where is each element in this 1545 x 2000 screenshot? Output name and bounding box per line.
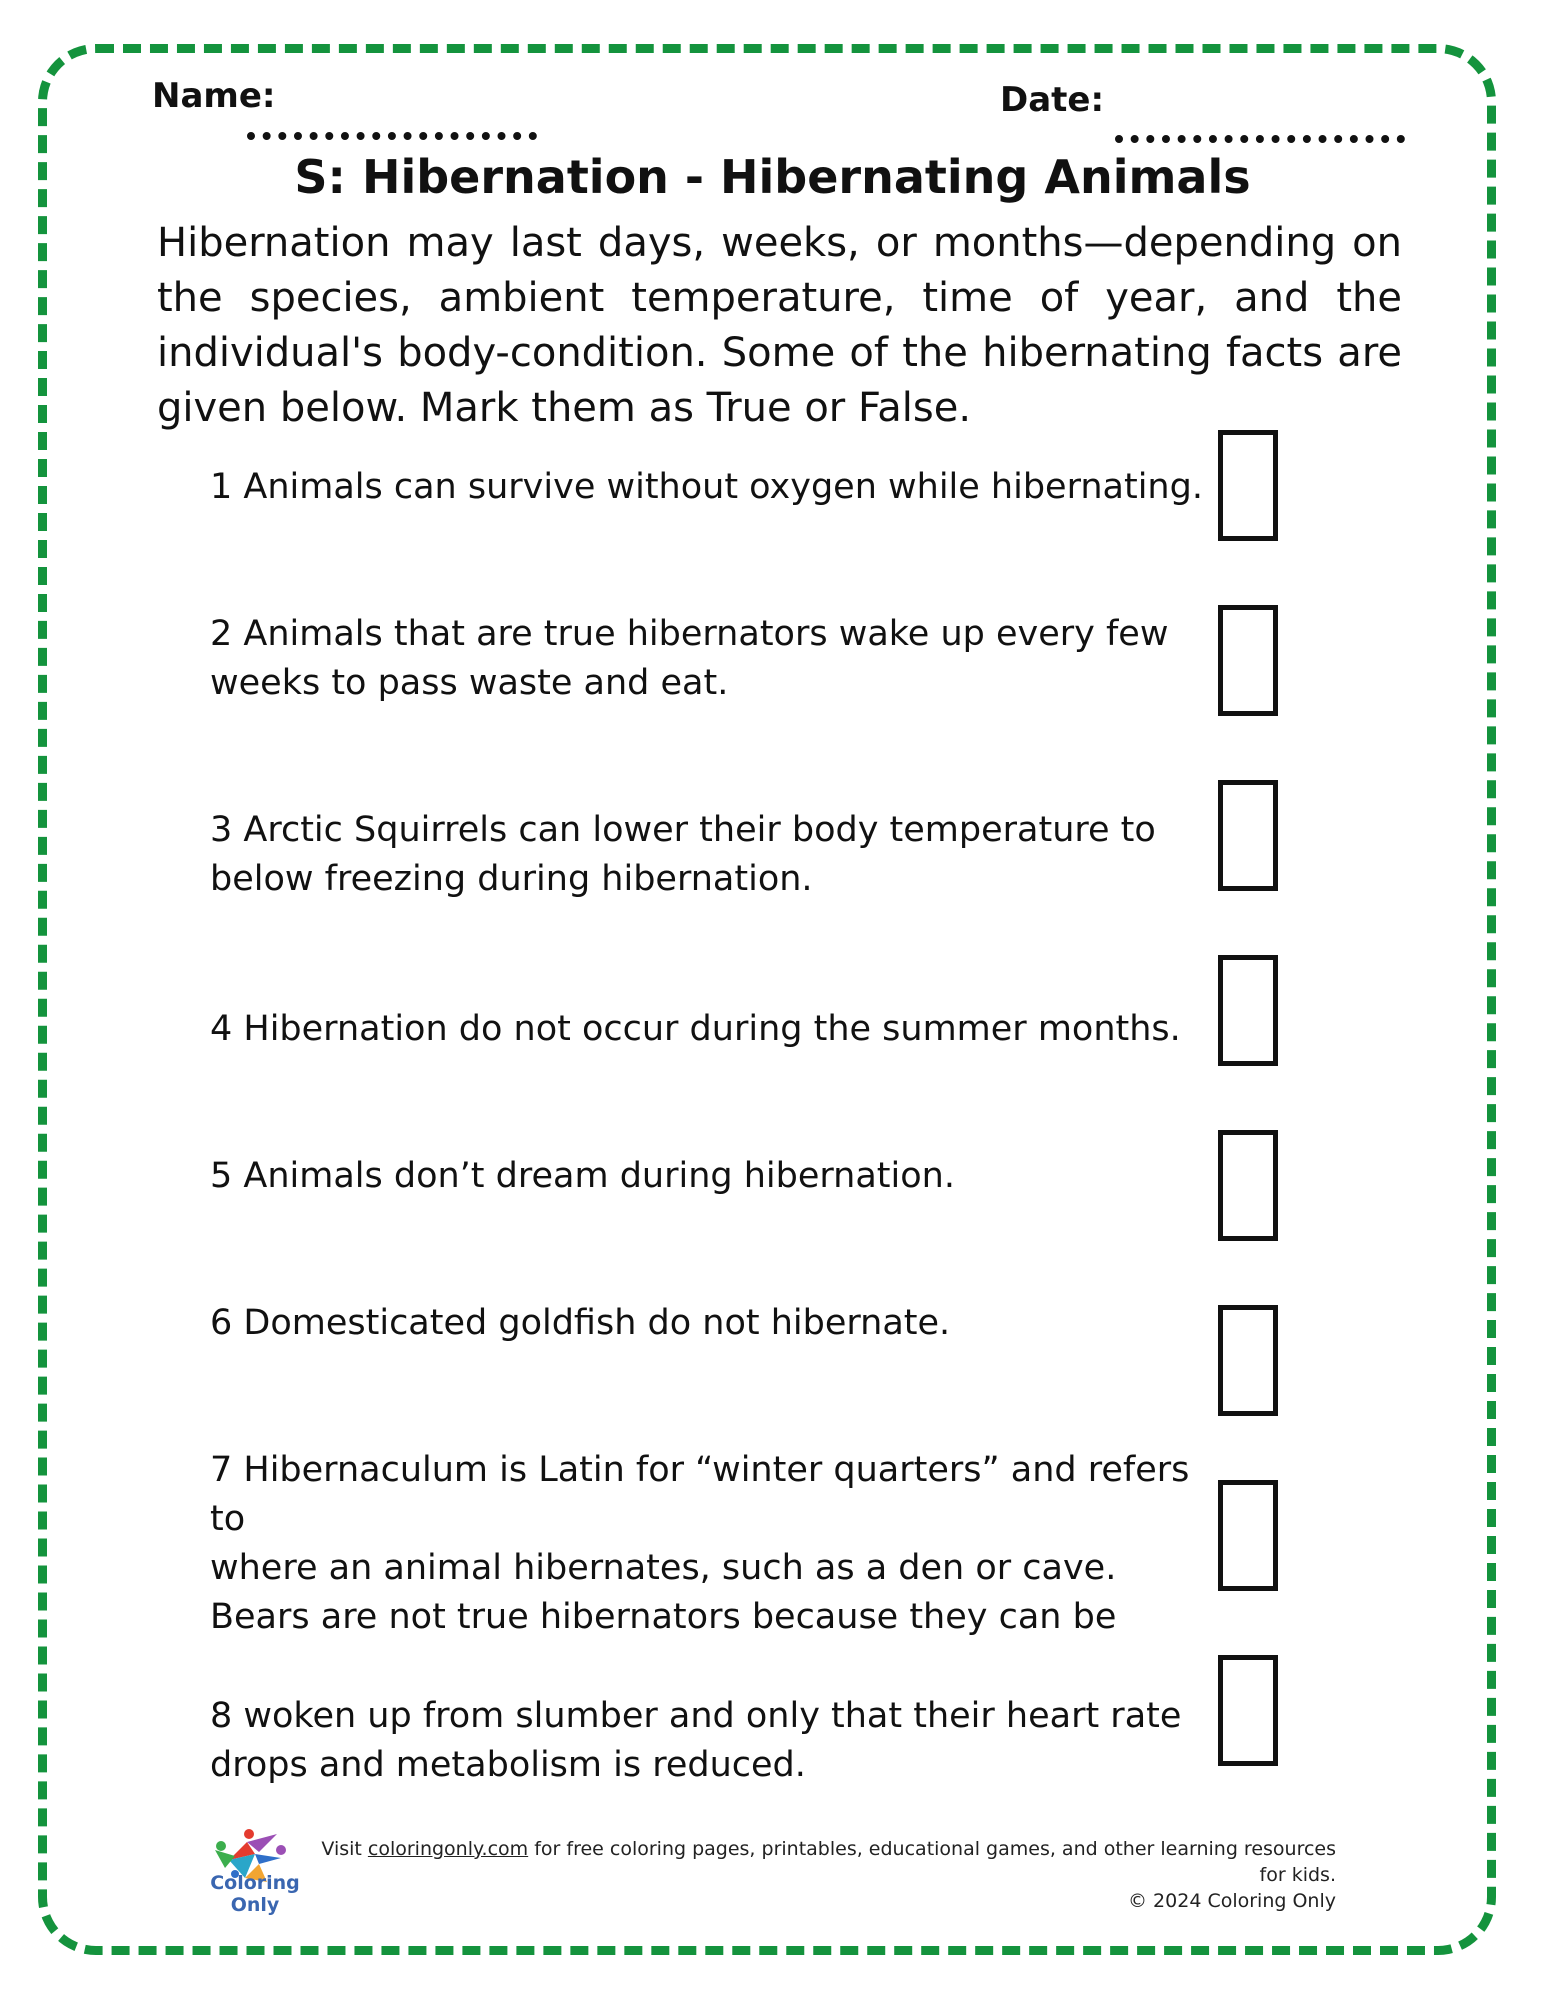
question-line: 3 Arctic Squirrels can lower their body temperature to (210, 810, 1156, 850)
question-line: 2 Animals that are true hibernators wake up every few (210, 614, 1169, 654)
question-4 (210, 1005, 1210, 1054)
question-line: 5 Animals don’t dream during hibernation. (210, 1156, 955, 1196)
question-line: weeks to pass waste and eat. (210, 663, 729, 703)
question-line: Bears are not true hibernators because they can be (210, 1597, 1117, 1637)
question-line: below freezing during hibernation. (210, 859, 813, 899)
question-6 (210, 1299, 1210, 1348)
date-field[interactable] (1115, 135, 1405, 143)
worksheet-title: S: Hibernation - Hibernating Animals (294, 150, 1251, 204)
copyright: © 2024 Coloring Only (1128, 1890, 1336, 1912)
coloringonly-link[interactable]: coloringonly.com (367, 1838, 529, 1860)
question-line: drops and metabolism is reduced. (210, 1745, 806, 1785)
intro-paragraph: Hibernation may last days, weeks, or months—depending on the species, ambient temperature, time of year, and the individual's body-condition. Some of the hibernating facts are given below. Mark them as True or False. (157, 220, 1402, 431)
question-line: 1 Animals can survive without oxygen while hibernating. (210, 467, 1203, 507)
footer-visit-line (300, 1836, 1336, 1888)
answer-box-3[interactable] (1218, 780, 1278, 891)
name-field[interactable] (247, 132, 537, 140)
answer-box-8[interactable] (1218, 1655, 1278, 1766)
answer-box-4[interactable] (1218, 955, 1278, 1066)
answer-box-7[interactable] (1218, 1480, 1278, 1591)
footer (300, 1836, 1336, 1914)
name-label: Name: (152, 76, 276, 116)
footer-visit-suffix: for free coloring pages, printables, educational games, and other learning resources for kids. (528, 1838, 1336, 1886)
date-label: Date: (1000, 80, 1105, 120)
answer-box-1[interactable] (1218, 430, 1278, 541)
question-line: 7 Hibernaculum is Latin for “winter quarters” and refers to (210, 1450, 1190, 1539)
question-7 (210, 1446, 1210, 1642)
footer-visit-prefix: Visit (321, 1838, 368, 1860)
question-5 (210, 1152, 1210, 1201)
answer-box-5[interactable] (1218, 1130, 1278, 1241)
question-line: 8 woken up from slumber and only that their heart rate (210, 1696, 1182, 1736)
question-line: 6 Domesticated goldfish do not hibernate. (210, 1303, 951, 1343)
answer-box-6[interactable] (1218, 1305, 1278, 1416)
logo-text: Coloring Only (210, 1872, 300, 1916)
question-3 (210, 806, 1210, 904)
question-8 (210, 1692, 1210, 1790)
question-2 (210, 610, 1210, 708)
question-line: where an animal hibernates, such as a den or cave. (210, 1548, 1117, 1588)
question-line: 4 Hibernation do not occur during the summer months. (210, 1009, 1181, 1049)
answer-box-2[interactable] (1218, 605, 1278, 716)
question-1 (210, 463, 1210, 512)
